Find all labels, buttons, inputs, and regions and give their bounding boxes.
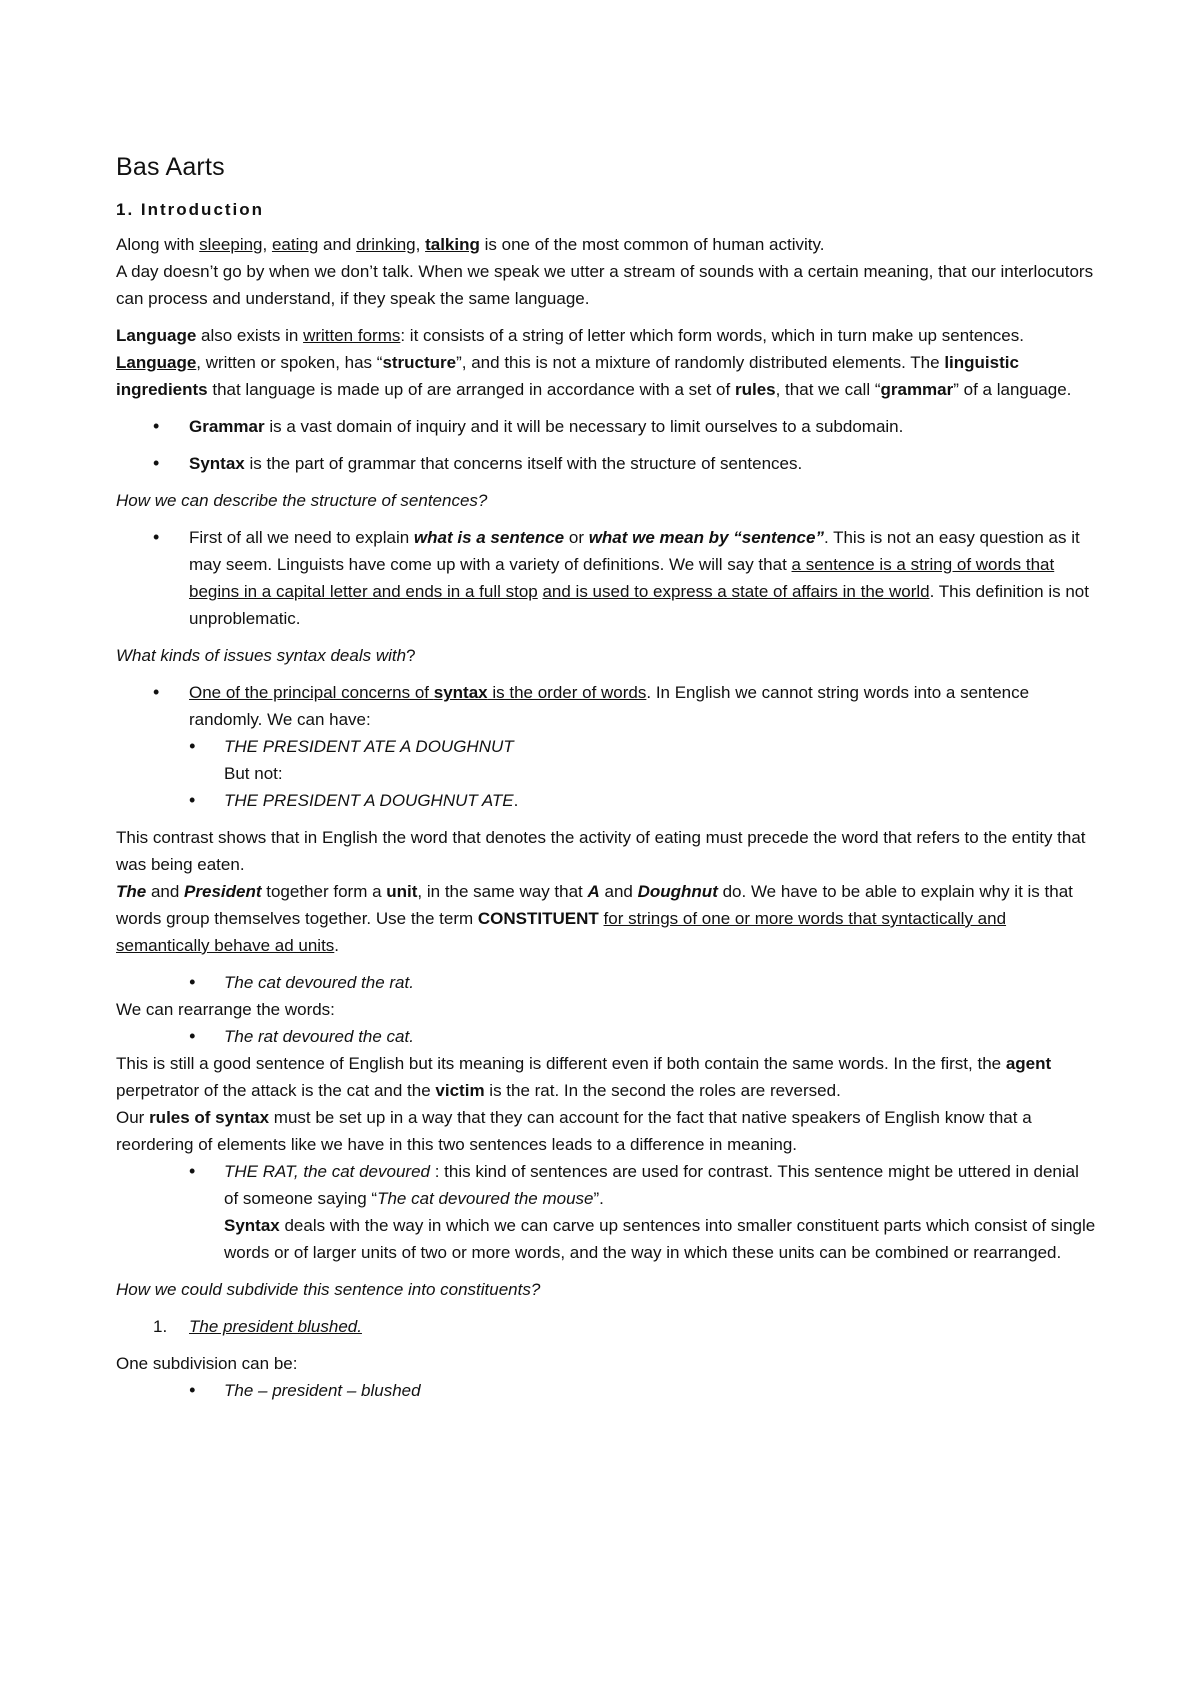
word-sleeping: sleeping <box>199 235 263 254</box>
rules-paragraph: Our rules of syntax must be set up in a way that they can account for the fact that native speakers of English know that a reordering of elements like we have in this two sentences leads to a difference in meaning. <box>116 1108 1032 1154</box>
word-talking: talking <box>425 235 480 254</box>
rearrange-line: We can rearrange the words: <box>116 1000 335 1019</box>
but-not-label: But not: <box>224 764 283 783</box>
sub-bullet-list <box>116 1377 1096 1404</box>
sub-bullet-list <box>116 1158 1096 1266</box>
sub-bullet-list <box>189 733 1096 760</box>
word-drinking: drinking <box>356 235 416 254</box>
language-paragraph: Language also exists in written forms: it consists of a string of letter which form words, which in turn make up sentences. Language, written or spoken, has “structure”, and this is not a mixture of randomly distributed elements. The linguistic ingredients that language is made up of are arranged in accordance with a set of rules, that we call “grammar” of a language. <box>116 326 1072 399</box>
document-page <box>116 150 1096 1404</box>
document-title: Bas Aarts <box>116 153 225 181</box>
example-sentence: • THE PRESIDENT A DOUGHNUT ATE. <box>189 787 1096 814</box>
question-heading: What kinds of issues syntax deals with? <box>116 646 416 665</box>
example-sentence: • The – president – blushed <box>116 1377 1096 1404</box>
numbered-list <box>116 1313 1096 1340</box>
bullet-list <box>116 413 1096 477</box>
intro-paragraph: Along with sleeping, eating and drinking, talking is one of the most common of human activity. <box>116 235 825 254</box>
list-item: 1. The president blushed. <box>116 1313 1096 1340</box>
example-sentence: • The cat devoured the rat. <box>116 969 1096 996</box>
list-item: • Syntax is the part of grammar that concerns itself with the structure of sentences. <box>116 450 1096 477</box>
question-heading: How we could subdivide this sentence into constituents? <box>116 1280 541 1299</box>
list-item: • THE RAT, the cat devoured : this kind of sentences are used for contrast. This sentence might be uttered in denial of someone saying “The cat devoured the mouse”. Syntax deals with the way in which we can carve up sentences into smaller constituent parts which consist of single words or of larger units of two or more words, and the way in which these units can be combined or rearranged. <box>116 1158 1096 1266</box>
contrast-paragraph: This contrast shows that in English the word that denotes the activity of eating must precede the word that refers to the entity that was being eaten. <box>116 828 1086 874</box>
meaning-paragraph: This is still a good sentence of English but its meaning is different even if both contain the same words. In the first, the agent perpetrator of the attack is the cat and the victim is the rat. In the second the roles are reversed. <box>116 1054 1052 1100</box>
list-item: • One of the principal concerns of syntax is the order of words. In English we cannot string words into a sentence randomly. We can have: • THE PRESIDENT ATE A DOUGHNUT But not: • THE PRESIDENT A DOUGHNUT ATE. <box>116 679 1096 814</box>
list-item: • First of all we need to explain what is a sentence or what we mean by “sentence”. This is not an easy question as it may seem. Linguists have come up with a variety of definitions. We will say that a sentence is a string of words that begins in a capital letter and ends in a full stop and is used to express a state of affairs in the world. This definition is not unproblematic. <box>116 524 1096 632</box>
list-item: • Grammar is a vast domain of inquiry and it will be necessary to limit ourselves to a subdomain. <box>116 413 1096 440</box>
sub-bullet-list <box>116 969 1096 996</box>
subdivision-line: One subdivision can be: <box>116 1354 298 1373</box>
list-number: 1. <box>153 1317 168 1336</box>
intro-paragraph-2: A day doesn’t go by when we don’t talk. When we speak we utter a stream of sounds with a certain meaning, that our interlocutors can process and understand, if they speak the same language. <box>116 262 1094 308</box>
example-sentence: • The rat devoured the cat. <box>116 1023 1096 1050</box>
word-eating: eating <box>271 235 319 254</box>
bullet-list <box>116 524 1096 632</box>
sub-bullet-list <box>189 787 1096 814</box>
unit-paragraph: The and President together form a unit, in the same way that A and Doughnut do. We have to be able to explain why it is that words group themselves together. Use the term CONSTITUENT for strings of one or more words that syntactically and semantically behave ad units. <box>116 882 1073 955</box>
bullet-list <box>116 679 1096 814</box>
sub-bullet-list <box>116 1023 1096 1050</box>
example-sentence: • THE PRESIDENT ATE A DOUGHNUT <box>189 733 1096 760</box>
section-heading: 1. Introduction <box>116 200 265 219</box>
question-heading: How we can describe the structure of sentences? <box>116 491 488 510</box>
